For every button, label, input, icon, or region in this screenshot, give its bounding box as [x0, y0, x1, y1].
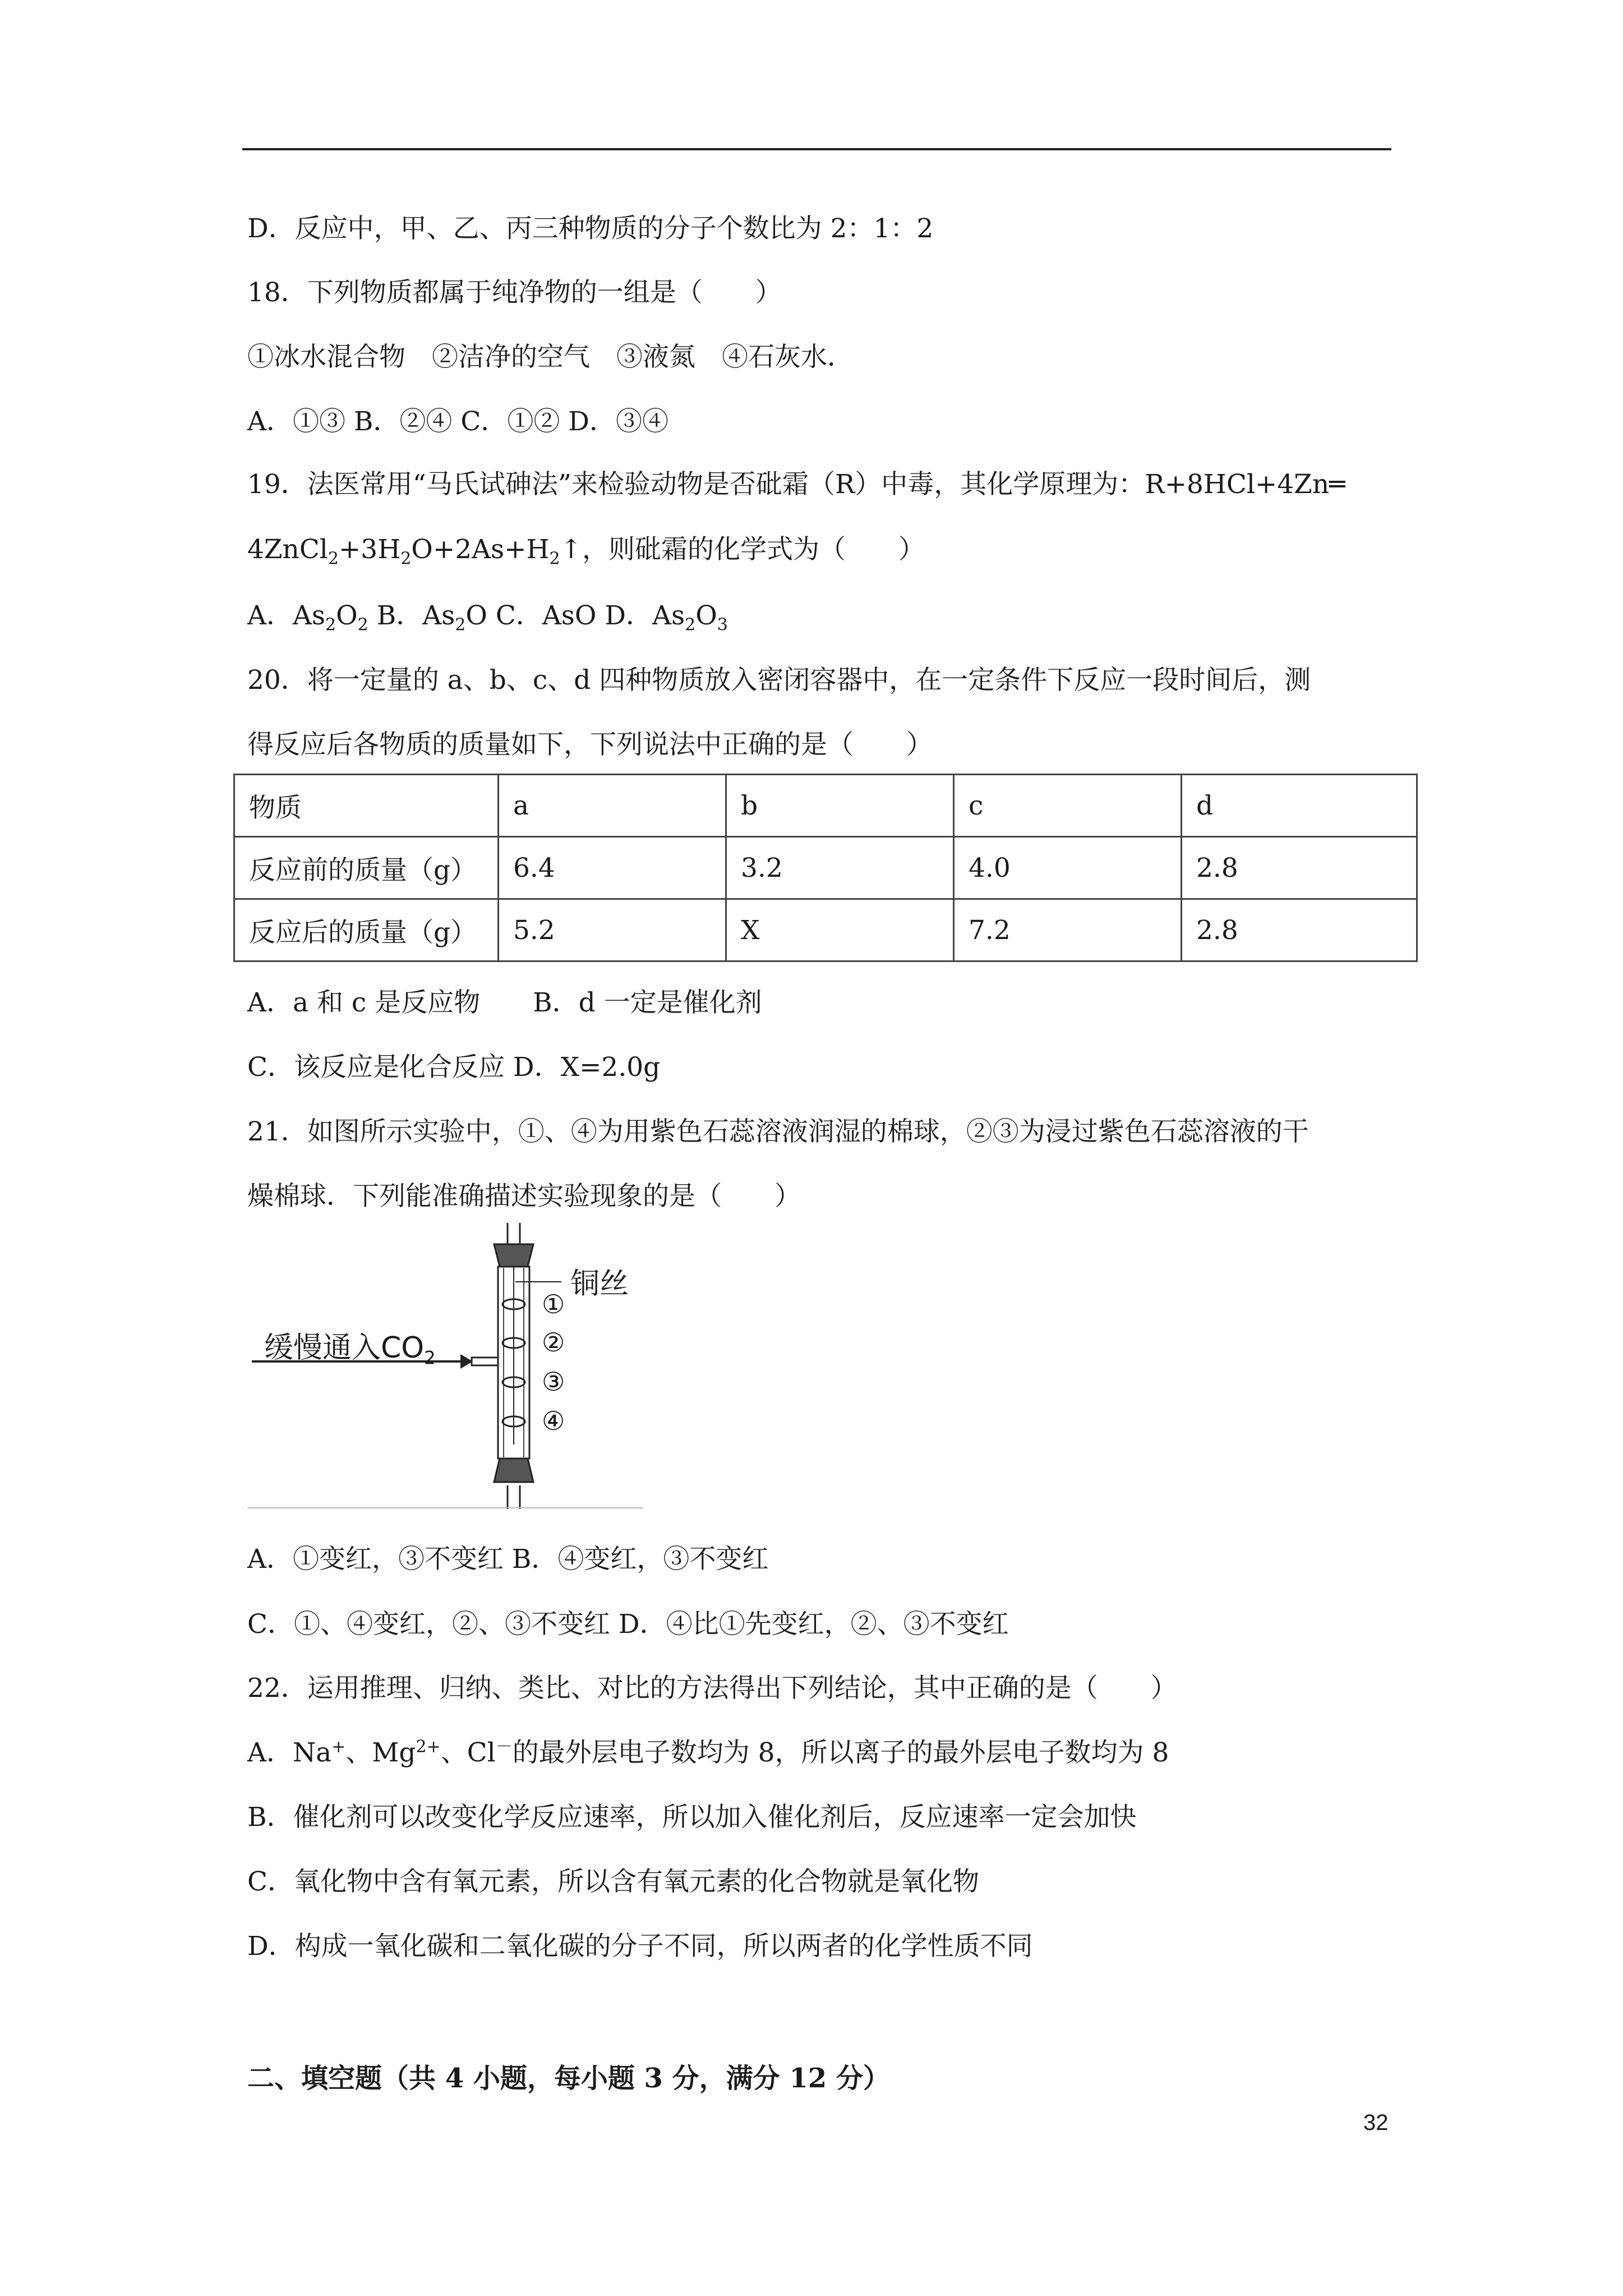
cotton-ball-marker-3: ③: [542, 1366, 565, 1397]
table-header-cell: d: [1182, 775, 1417, 837]
q20-options-line1: A．a 和 c 是反应物 B．d 一定是催化剂: [247, 987, 762, 1018]
table-cell: 反应前的质量（g）: [234, 837, 499, 899]
table-header-row: [234, 775, 1417, 837]
cotton-ball-marker-1: ①: [542, 1289, 565, 1319]
q21-stem-line2: 燥棉球．下列能准确描述实验现象的是（ ）: [247, 1181, 801, 1212]
table-cell: 2.8: [1182, 837, 1417, 899]
table-header-cell: a: [499, 775, 726, 837]
q18-items: ①冰水混合物 ②洁净的空气 ③液氮 ④石灰水．: [247, 342, 854, 372]
page-number: 32: [1363, 2110, 1389, 2135]
q19-options: A．$As_2O_2$ B．$As_2O$ C．AsO D．$As_2O_3$: [247, 600, 728, 635]
table-row: [234, 837, 1417, 899]
table-cell: 反应后的质量（g）: [234, 899, 499, 961]
co2-arrow-label: 缓慢通入$CO_2$: [264, 1331, 436, 1369]
q22-option-a: A．Na+、$Mg^{2+}$、Cl－的最外层电子数均为 8，所以离子的最外层电子数均为 8: [247, 1737, 1169, 1768]
cotton-ball-marker-4: ④: [542, 1406, 565, 1436]
header-rule: [242, 148, 1391, 150]
q19-stem-line1: 19．法医常用“马氏试砷法”来检验动物是否砒霜（R）中毒，其化学原理为：R+8HCl+4Zn═: [247, 469, 1345, 500]
q17-option-d: D．反应中，甲、乙、丙三种物质的分子个数比为 2：1：2: [247, 213, 934, 244]
q21-experiment-figure: [247, 1223, 643, 1509]
q18-stem: 18．下列物质都属于纯净物的一组是（ ）: [247, 277, 782, 308]
q20-mass-table: [233, 774, 1418, 962]
q21-stem-line1: 21．如图所示实验中，①、④为用紫色石蕊溶液润湿的棉球，②③为浸过紫色石蕊溶液的干: [247, 1116, 1309, 1147]
q22-stem: 22．运用推理、归纳、类比、对比的方法得出下列结论，其中正确的是（ ）: [247, 1673, 1177, 1704]
q19-stem-line2: $4ZnCl_2+3H_2O+2As+H_2↑$，则砒霜的化学式为（ ）: [247, 534, 925, 569]
q18-options: A．①③ B．②④ C．①② D．③④: [247, 406, 668, 437]
section-heading: 二、填空题（共 4 小题，每小题 3 分，满分 12 分）: [247, 2063, 890, 2094]
q20-options-line2: C．该反应是化合反应 D．X=2.0g: [247, 1052, 661, 1083]
table-cell: 4.0: [954, 837, 1182, 899]
table-cell: 2.8: [1182, 899, 1417, 961]
q21-options-line1: A．①变红，③不变红 B．④变红，③不变红: [247, 1544, 769, 1575]
q20-stem-line1: 20．将一定量的 a、b、c、d 四种物质放入密闭容器中，在一定条件下反应一段时间后，测: [247, 665, 1311, 696]
table-cell: 6.4: [499, 837, 726, 899]
cotton-ball-marker-2: ②: [542, 1327, 565, 1358]
q22-option-d: D．构成一氧化碳和二氧化碳的分子不同，所以两者的化学性质不同: [247, 1931, 1033, 1962]
q22-option-b: B．催化剂可以改变化学反应速率，所以加入催化剂后，反应速率一定会加快: [247, 1802, 1137, 1833]
table-header-cell: b: [726, 775, 954, 837]
table-header-cell: 物质: [234, 775, 499, 837]
copper-wire-label: 铜丝: [570, 1267, 629, 1301]
table-cell: 5.2: [499, 899, 726, 961]
table-cell: 3.2: [726, 837, 954, 899]
table-cell: X: [726, 899, 954, 961]
q22-option-c: C．氧化物中含有氧元素，所以含有氧元素的化合物就是氧化物: [247, 1866, 979, 1897]
table-header-cell: c: [954, 775, 1182, 837]
q20-stem-line2: 得反应后各物质的质量如下，下列说法中正确的是（ ）: [247, 729, 933, 760]
table-row: [234, 899, 1417, 961]
q21-options-line2: C．①、④变红，②、③不变红 D．④比①先变红，②、③不变红: [247, 1609, 1009, 1640]
table-cell: 7.2: [954, 899, 1182, 961]
